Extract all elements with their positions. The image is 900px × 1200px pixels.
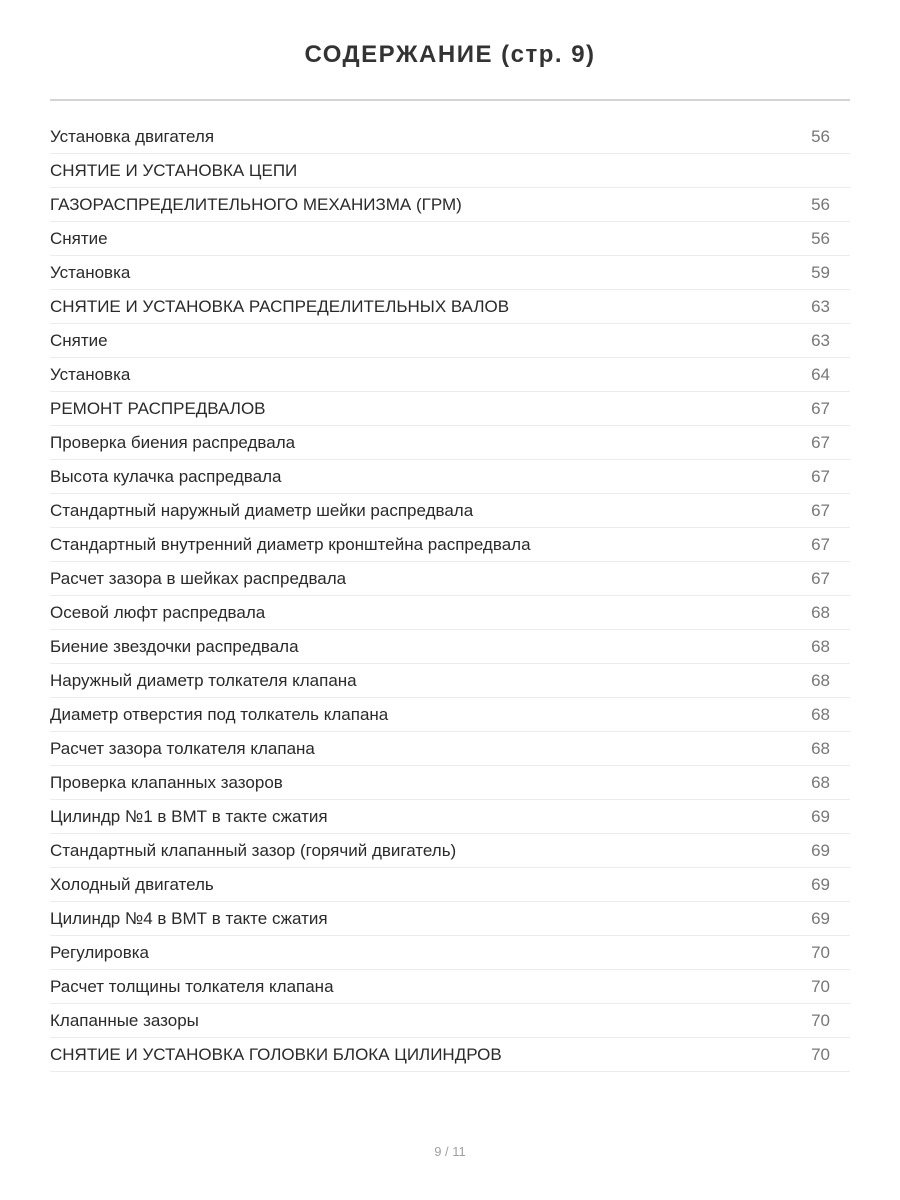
toc-entry-title: Цилиндр №1 в ВМТ в такте сжатия xyxy=(50,807,328,826)
page-title: СОДЕРЖАНИЕ (стр. 9) xyxy=(304,41,596,68)
toc-entry-page-number: 70 xyxy=(811,1011,830,1030)
toc-entry-title: Установка xyxy=(50,263,131,282)
toc-entry[interactable] xyxy=(50,970,850,1004)
table-of-contents xyxy=(50,120,850,1072)
toc-entry-title: Снятие xyxy=(50,331,108,350)
toc-entry[interactable] xyxy=(50,426,850,460)
toc-entry-title: Стандартный внутренний диаметр кронштейна распредвала xyxy=(50,535,531,554)
toc-entry-page-number: 69 xyxy=(811,875,830,894)
toc-entry-title: Снятие xyxy=(50,229,108,248)
toc-entry[interactable] xyxy=(50,290,850,324)
toc-entry-title: Установка двигателя xyxy=(50,127,215,146)
toc-entry[interactable] xyxy=(50,800,850,834)
toc-entry-title: СНЯТИЕ И УСТАНОВКА ГОЛОВКИ БЛОКА ЦИЛИНДРОВ xyxy=(50,1045,502,1064)
toc-entry[interactable] xyxy=(50,698,850,732)
toc-entry-title: Проверка клапанных зазоров xyxy=(50,773,283,792)
toc-entry-page-number: 56 xyxy=(811,127,830,146)
toc-entry-page-number: 56 xyxy=(811,229,830,248)
toc-entry[interactable] xyxy=(50,222,850,256)
toc-entry[interactable] xyxy=(50,868,850,902)
toc-entry-title: Расчет зазора в шейках распредвала xyxy=(50,569,347,588)
toc-entry[interactable] xyxy=(50,392,850,426)
toc-entry[interactable] xyxy=(50,766,850,800)
toc-entry-page-number: 64 xyxy=(811,365,830,384)
toc-entry-title: Установка xyxy=(50,365,131,384)
toc-entry[interactable] xyxy=(50,188,850,222)
toc-entry[interactable] xyxy=(50,120,850,154)
toc-entry-page-number: 67 xyxy=(811,501,830,520)
toc-entry[interactable] xyxy=(50,664,850,698)
toc-entry-page-number: 63 xyxy=(811,297,830,316)
page-counter: 9 / 11 xyxy=(434,1144,466,1159)
toc-entry-title: Цилиндр №4 в ВМТ в такте сжатия xyxy=(50,909,328,928)
toc-entry[interactable] xyxy=(50,1038,850,1072)
toc-entry-page-number: 68 xyxy=(811,739,830,758)
toc-entry-page-number: 59 xyxy=(811,263,830,282)
toc-entry-page-number: 67 xyxy=(811,433,830,452)
toc-entry-page-number: 67 xyxy=(811,535,830,554)
toc-entry[interactable] xyxy=(50,630,850,664)
toc-entry-title: Клапанные зазоры xyxy=(50,1011,199,1030)
toc-entry[interactable] xyxy=(50,358,850,392)
toc-entry[interactable] xyxy=(50,528,850,562)
toc-entry-page-number: 69 xyxy=(811,841,830,860)
toc-entry-title: Расчет зазора толкателя клапана xyxy=(50,739,315,758)
toc-entry[interactable] xyxy=(50,902,850,936)
toc-entry-title: Диаметр отверстия под толкатель клапана xyxy=(50,705,389,724)
toc-entry-page-number: 70 xyxy=(811,1045,830,1064)
toc-entry-title: СНЯТИЕ И УСТАНОВКА РАСПРЕДЕЛИТЕЛЬНЫХ ВАЛОВ xyxy=(50,297,510,316)
toc-entry[interactable] xyxy=(50,834,850,868)
title-divider xyxy=(50,99,850,101)
toc-entry-title: Регулировка xyxy=(50,943,149,962)
toc-entry[interactable] xyxy=(50,732,850,766)
toc-entry-page-number: 69 xyxy=(811,807,830,826)
toc-entry-title: ГАЗОРАСПРЕДЕЛИТЕЛЬНОГО МЕХАНИЗМА (ГРМ) xyxy=(50,195,462,214)
toc-entry-title: Проверка биения распредвала xyxy=(50,433,296,452)
toc-entry-page-number: 67 xyxy=(811,399,830,418)
toc-entry-page-number: 67 xyxy=(811,467,830,486)
toc-entry[interactable] xyxy=(50,562,850,596)
toc-entry-title: Холодный двигатель xyxy=(50,875,214,894)
toc-entry-title: Расчет толщины толкателя клапана xyxy=(50,977,334,996)
toc-entry[interactable] xyxy=(50,494,850,528)
toc-entry-page-number: 68 xyxy=(811,671,830,690)
toc-entry-title: РЕМОНТ РАСПРЕДВАЛОВ xyxy=(50,399,266,418)
toc-entry-title: Стандартный клапанный зазор (горячий двигатель) xyxy=(50,841,457,860)
toc-entry-title: Биение звездочки распредвала xyxy=(50,637,299,656)
toc-entry-page-number: 70 xyxy=(811,943,830,962)
toc-entry[interactable] xyxy=(50,1004,850,1038)
toc-entry[interactable] xyxy=(50,154,850,188)
toc-entry-title: Стандартный наружный диаметр шейки распредвала xyxy=(50,501,474,520)
toc-entry-page-number: 69 xyxy=(811,909,830,928)
toc-entry-page-number: 67 xyxy=(811,569,830,588)
toc-entry-title: СНЯТИЕ И УСТАНОВКА ЦЕПИ xyxy=(50,161,298,180)
toc-entry-page-number: 68 xyxy=(811,773,830,792)
toc-entry-page-number: 70 xyxy=(811,977,830,996)
toc-entry[interactable] xyxy=(50,256,850,290)
toc-entry-title: Наружный диаметр толкателя клапана xyxy=(50,671,357,690)
toc-entry[interactable] xyxy=(50,596,850,630)
toc-entry-title: Осевой люфт распредвала xyxy=(50,603,266,622)
toc-entry-page-number: 68 xyxy=(811,705,830,724)
toc-entry-page-number: 56 xyxy=(811,195,830,214)
toc-entry[interactable] xyxy=(50,936,850,970)
toc-entry-page-number: 63 xyxy=(811,331,830,350)
toc-entry-page-number: 68 xyxy=(811,637,830,656)
toc-entry-page-number: 68 xyxy=(811,603,830,622)
toc-entry-title: Высота кулачка распредвала xyxy=(50,467,282,486)
toc-entry[interactable] xyxy=(50,324,850,358)
toc-entry[interactable] xyxy=(50,460,850,494)
